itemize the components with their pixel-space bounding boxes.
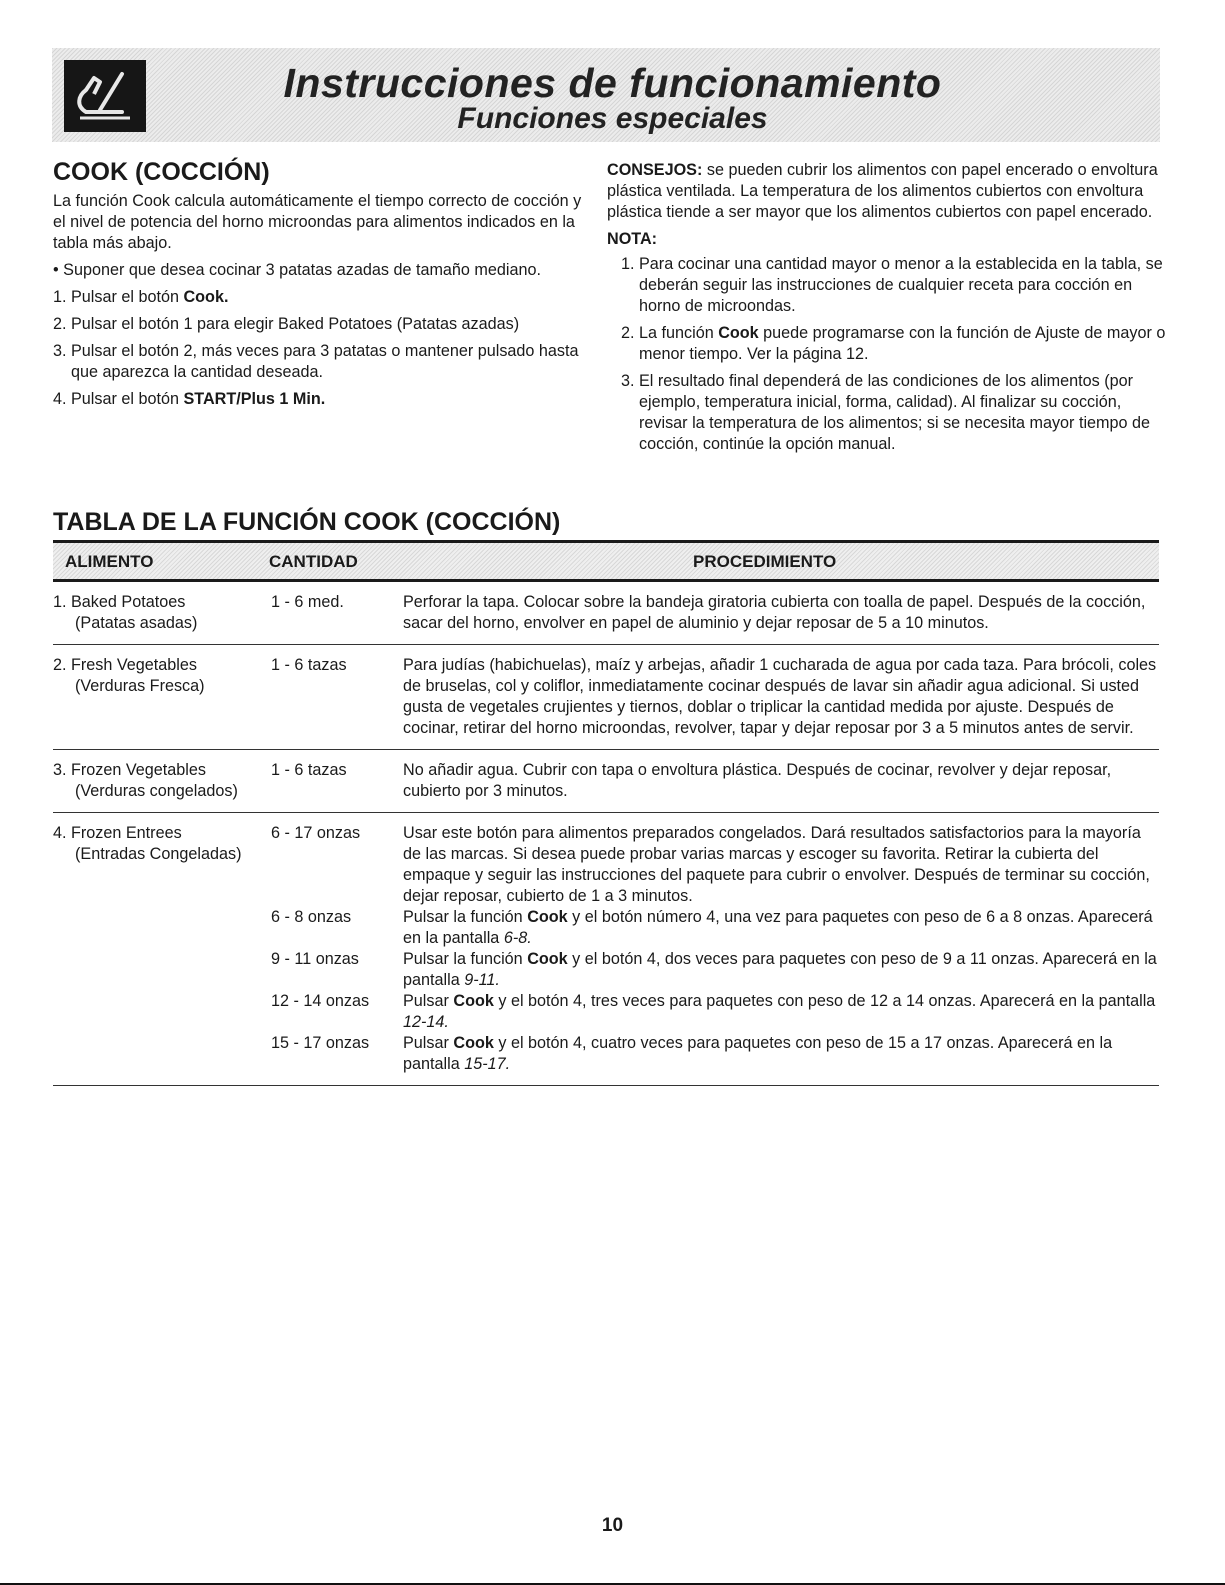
food-cell [53, 592, 263, 634]
nota-label: NOTA: [607, 230, 658, 248]
consejos-paragraph [607, 160, 1167, 223]
proc-cell: Para judías (habichuelas), maíz y arbejas, añadir 1 cucharada de agua por cada taza. Para brócoli, coles de bruselas, col y coliflor, inmediatamente cocinar después de lavar sin añadir agua adicional. Si usted gusta de vegetales crujientes y tiernos, doblar o triplicar la cantidad medida por ajuste. Después de cocinar, retirar del horno microondas, revolver, tapar y dejar reposar por 3 a 5 minutos antes de servir. [403, 656, 1157, 737]
sub-proc-text: Pulsar [403, 1034, 454, 1052]
sub-proc-text: Pulsar [403, 992, 454, 1010]
sub-proc-bold: Cook [453, 992, 494, 1010]
sub-proc-bold: Cook [527, 950, 568, 968]
sub-proc-mid: y el botón número 4, una vez para paquetes con peso de 6 a 8 onzas. Aparecerá en la pantalla [403, 908, 1153, 947]
cook-table [53, 540, 1159, 1086]
food-cell [53, 760, 263, 802]
food-name: 2. Fresh Vegetables [53, 656, 197, 674]
table-row [53, 645, 1159, 750]
food-name: 4. Frozen Entrees [53, 824, 182, 842]
sub-proc-display: 6-8. [503, 929, 532, 947]
step-4-bold: START/Plus 1 Min. [183, 390, 326, 408]
sub-proc-mid: y el botón 4, dos veces para paquetes con peso de 9 a 11 onzas. Aparecerá en la pantalla [403, 950, 1157, 989]
food-cell [53, 655, 263, 697]
table-header [53, 540, 1159, 582]
sub-proc-text: Pulsar la función [403, 908, 528, 926]
proc-cell: Perforar la tapa. Colocar sobre la bandeja giratoria cubierta con toalla de papel. Después de la cocción, sacar del horno, envolver en papel de aluminio y dejar reposar de 5 a 10 minutos. [403, 593, 1146, 632]
note-3-text: 3. El resultado final dependerá de las condiciones de los alimentos (por ejemplo, temperatura inicial, forma, calidad). Al finalizar su cocción, revisar la temperatura de los alimentos; si se necesita mayor tiempo de cocción, continúe la opción manual. [621, 372, 1151, 453]
tips-section [607, 160, 1167, 461]
page-number: 10 [601, 1515, 624, 1536]
qty-cell: 6 - 17 onzas [271, 824, 361, 842]
qty-cell: 1 - 6 tazas [271, 656, 347, 674]
qty-cell: 1 - 6 med. [271, 593, 344, 611]
sub-row [53, 1033, 1159, 1075]
sub-proc [403, 1033, 1159, 1075]
step-1 [53, 287, 593, 308]
cook-section [53, 157, 593, 416]
sub-proc-display: 12-14. [403, 1013, 449, 1031]
sub-row [53, 991, 1159, 1033]
sub-proc-mid: y el botón 4, tres veces para paquetes con peso de 12 a 14 onzas. Aparecerá en la pantalla [493, 992, 1156, 1010]
note-3 [607, 371, 1167, 455]
note-2 [607, 323, 1167, 365]
consejos-text: se pueden cubrir los alimentos con papel encerado o envoltura plástica ventilada. La temperatura de los alimentos cubiertos con envoltura plástica tiende a ser mayor que los alimentos cubiertos con papel encerado. [607, 161, 1158, 221]
header-cantidad: CANTIDAD [269, 552, 358, 571]
food-name-sub: (Verduras Fresca) [75, 677, 205, 695]
sub-qty: 6 - 8 onzas [271, 908, 352, 926]
sub-row [53, 907, 1159, 949]
table-row [53, 750, 1159, 813]
proc-cell: Usar este botón para alimentos preparados congelados. Dará resultados satisfactorios para la mayoría de las marcas. Si desea puede probar varias marcas y escoger su favorita. Retirar la cubierta del empaque y seguir las instrucciones del paquete para cubrir o envolver. Después de terminar su cocción, dejar reposar, cubierto de 1 a 3 minutos. [403, 824, 1150, 905]
sub-row [53, 949, 1159, 991]
sub-proc-display: 9-11. [464, 971, 500, 989]
example-bullet: • Suponer que desea cocinar 3 patatas azadas de tamaño mediano. [53, 261, 542, 279]
table-row [53, 813, 1159, 1086]
food-name: 3. Frozen Vegetables [53, 761, 206, 779]
food-name-sub: (Patatas asadas) [75, 614, 198, 632]
sub-qty: 15 - 17 onzas [271, 1034, 370, 1052]
food-name: 1. Baked Potatoes [53, 593, 186, 611]
sub-proc-mid: y el botón 4, cuatro veces para paquetes con peso de 15 a 17 onzas. Aparecerá en la pantalla [403, 1034, 1113, 1073]
consejos-label: CONSEJOS: [607, 161, 703, 179]
step-3-text: 3. Pulsar el botón 2, más veces para 3 patatas o mantener pulsado hasta que aparezca la cantidad deseada. [53, 342, 579, 381]
section-heading-cook: COOK (COCCIÓN) [53, 158, 270, 186]
note-2-text: 2. La función [621, 324, 719, 342]
page-subtitle: Funciones especiales [457, 102, 768, 135]
sub-qty: 12 - 14 onzas [271, 992, 370, 1010]
sub-proc [403, 949, 1159, 991]
table-row [53, 582, 1159, 645]
sub-proc-text: Pulsar la función [403, 950, 528, 968]
page-title: Instrucciones de funcionamiento [283, 60, 942, 106]
sub-proc [403, 991, 1159, 1033]
step-1-text: 1. Pulsar el botón [53, 288, 184, 306]
qty-cell: 1 - 6 tazas [271, 761, 347, 779]
food-name-sub: (Entradas Congeladas) [75, 845, 242, 863]
proc-cell: No añadir agua. Cubrir con tapa o envoltura plástica. Después de cocinar, revolver y dejar reposar, cubierto por 3 minutos. [403, 761, 1112, 800]
header-alimento: ALIMENTO [65, 552, 154, 571]
header-procedimiento: PROCEDIMIENTO [693, 552, 837, 571]
note-1-text: 1. Para cocinar una cantidad mayor o menor a la establecida en la tabla, se deberán seguir las instrucciones de cualquier receta para cocción en horno de microondas. [621, 255, 1163, 315]
step-1-bold: Cook. [183, 288, 229, 306]
step-4 [53, 389, 593, 410]
step-3 [53, 341, 593, 383]
note-2-post: puede programarse con la función de Ajuste de mayor o menor tiempo. Ver la página 12. [639, 324, 1166, 363]
step-4-text: 4. Pulsar el botón [53, 390, 184, 408]
food-name-sub: (Verduras congelados) [75, 782, 238, 800]
sub-proc-display: 15-17. [464, 1055, 511, 1073]
sub-proc [403, 907, 1159, 949]
step-2 [53, 314, 593, 335]
note-2-bold: Cook [718, 324, 759, 342]
intro-paragraph: La función Cook calcula automáticamente el tiempo correcto de cocción y el nivel de potencia del horno microondas para alimentos indicados en la tabla más abajo. [53, 192, 582, 252]
sub-proc-bold: Cook [527, 908, 568, 926]
sub-qty: 9 - 11 onzas [271, 950, 359, 968]
food-cell [53, 823, 263, 865]
sub-proc-bold: Cook [453, 1034, 494, 1052]
table-title: TABLA DE LA FUNCIÓN COOK (COCCIÓN) [53, 508, 561, 536]
step-2-text: 2. Pulsar el botón 1 para elegir Baked Potatoes (Patatas azadas) [53, 315, 520, 333]
note-1 [607, 254, 1167, 317]
